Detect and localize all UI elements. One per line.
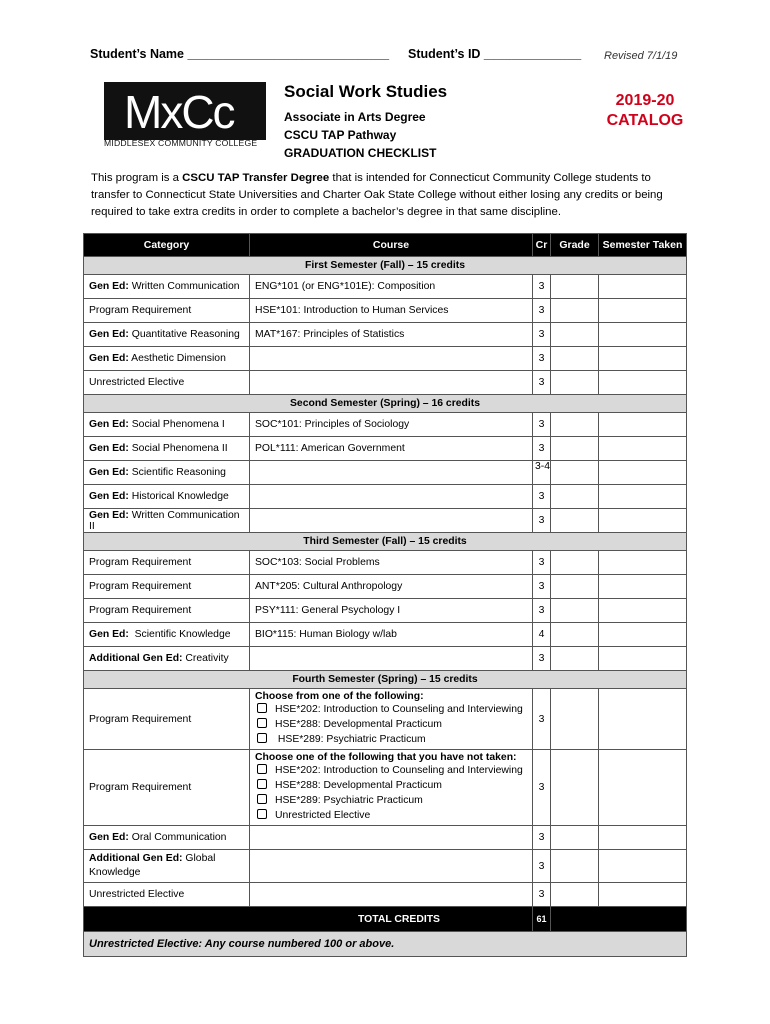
credits-cell: 3 (533, 575, 551, 599)
category-label: Social Phenomena I (128, 419, 225, 430)
program-title: Social Work Studies (284, 82, 448, 101)
category-prefix: Gen Ed: (89, 353, 129, 364)
pathway-title: CSCU TAP Pathway (284, 128, 397, 142)
table-row (84, 461, 687, 485)
grade-cell[interactable] (551, 275, 599, 299)
category-cell (84, 551, 250, 575)
course-cell[interactable]: PSY*111: General Psychology I (250, 599, 533, 623)
credits-cell: 3 (533, 413, 551, 437)
degree-title: Associate in Arts Degree (284, 110, 426, 124)
grade-cell[interactable] (551, 575, 599, 599)
course-cell[interactable]: ENG*101 (or ENG*101E): Composition (250, 275, 533, 299)
catalog-year-text: 2019-20 (615, 92, 675, 109)
course-cell[interactable] (250, 461, 533, 485)
category-label: Written Communication (128, 281, 240, 292)
intro-bold: CSCU TAP Transfer Degree (182, 172, 330, 184)
category-cell (84, 485, 250, 509)
checkbox-icon[interactable] (257, 733, 267, 743)
semester-title: Fourth Semester (Spring) – 15 credits (84, 671, 687, 689)
credits-cell: 3 (533, 826, 551, 850)
category-label: Program Requirement (89, 782, 192, 793)
semester-taken-cell[interactable] (599, 371, 687, 395)
checkbox-icon[interactable] (257, 703, 267, 713)
table-row (84, 323, 687, 347)
course-option[interactable] (255, 808, 527, 823)
category-prefix: Gen Ed: (89, 491, 129, 502)
category-cell (84, 750, 250, 826)
table-row (84, 551, 687, 575)
total-credits-row (84, 907, 687, 932)
category-prefix: Gen Ed: (89, 443, 129, 454)
grade-cell[interactable] (551, 299, 599, 323)
header-category: Category (84, 234, 250, 257)
category-label: Historical Knowledge (128, 491, 229, 502)
credits-cell: 3 (533, 689, 551, 750)
semester-taken-cell[interactable] (599, 850, 687, 883)
course-cell[interactable] (250, 347, 533, 371)
semester-taken-cell[interactable] (599, 299, 687, 323)
table-row (84, 485, 687, 509)
header-grade: Grade (551, 234, 599, 257)
checkbox-icon[interactable] (257, 809, 267, 819)
semester-taken-cell[interactable] (599, 750, 687, 826)
table-row (84, 689, 687, 750)
category-cell (84, 299, 250, 323)
grade-cell[interactable] (551, 689, 599, 750)
total-credits-label: TOTAL CREDITS (84, 907, 533, 932)
table-row (84, 623, 687, 647)
semester-taken-cell[interactable] (599, 575, 687, 599)
category-prefix: Gen Ed: (89, 832, 129, 843)
grade-cell[interactable] (551, 551, 599, 575)
course-choice-cell (250, 689, 533, 750)
semester-header-row (84, 395, 687, 413)
semester-taken-cell[interactable] (599, 689, 687, 750)
course-cell[interactable]: SOC*101: Principles of Sociology (250, 413, 533, 437)
course-cell[interactable]: BIO*115: Human Biology w/lab (250, 623, 533, 647)
category-label: Unrestricted Elective (89, 377, 185, 388)
category-prefix: Additional Gen Ed: (89, 653, 183, 664)
category-label: Social Phenomena II (128, 443, 228, 454)
course-option-label: HSE*289: Psychiatric Practicum (275, 795, 423, 806)
course-cell[interactable]: MAT*167: Principles of Statistics (250, 323, 533, 347)
category-label: Written Communication II (89, 509, 243, 532)
grade-cell[interactable] (551, 623, 599, 647)
semester-taken-cell[interactable] (599, 551, 687, 575)
credits-cell: 3 (533, 275, 551, 299)
category-cell (84, 275, 250, 299)
header-course: Course (250, 234, 533, 257)
table-row (84, 647, 687, 671)
table-row (84, 509, 687, 533)
semester-taken-cell[interactable] (599, 461, 687, 485)
category-label: Quantitative Reasoning (128, 329, 240, 340)
table-row (84, 371, 687, 395)
course-cell[interactable] (250, 883, 533, 907)
category-cell (84, 347, 250, 371)
credits-cell: 3 (533, 883, 551, 907)
table-row (84, 750, 687, 826)
credits-cell: 3 (533, 437, 551, 461)
category-label: Program Requirement (89, 581, 192, 592)
semester-taken-cell[interactable] (599, 437, 687, 461)
grade-cell[interactable] (551, 347, 599, 371)
category-cell (84, 850, 250, 883)
table-header-row (84, 234, 687, 257)
credits-cell: 3-4 (533, 461, 551, 485)
credits-cell: 3 (533, 485, 551, 509)
course-cell[interactable] (250, 826, 533, 850)
student-name-field[interactable]: Student’s Name _____________________________ (90, 47, 390, 61)
grade-cell[interactable] (551, 850, 599, 883)
course-option-label: HSE*288: Developmental Practicum (275, 780, 442, 791)
course-option-label: HSE*289: Psychiatric Practicum (275, 734, 426, 745)
footnote-text: Unrestricted Elective: Any course numbered 100 or above. (84, 932, 687, 957)
semester-taken-cell[interactable] (599, 623, 687, 647)
course-option[interactable] (255, 763, 527, 778)
category-cell (84, 413, 250, 437)
grade-cell[interactable] (551, 461, 599, 485)
semester-taken-cell[interactable] (599, 413, 687, 437)
course-cell[interactable]: POL*111: American Government (250, 437, 533, 461)
category-label: Scientific Knowledge (128, 629, 231, 640)
credits-cell: 3 (533, 371, 551, 395)
table-row (84, 575, 687, 599)
grade-cell[interactable] (551, 509, 599, 533)
category-prefix: Gen Ed: (89, 467, 129, 478)
category-cell (84, 509, 250, 533)
grade-cell[interactable] (551, 437, 599, 461)
course-cell[interactable]: ANT*205: Cultural Anthropology (250, 575, 533, 599)
credits-cell: 3 (533, 551, 551, 575)
footnote-row (84, 932, 687, 957)
student-id-field[interactable]: Student’s ID ______________ (408, 47, 582, 61)
grade-cell[interactable] (551, 750, 599, 826)
table-row (84, 347, 687, 371)
semester-taken-cell[interactable] (599, 323, 687, 347)
credits-cell: 3 (533, 647, 551, 671)
semester-title: First Semester (Fall) – 15 credits (84, 257, 687, 275)
course-cell[interactable] (250, 850, 533, 883)
graduation-checklist-table (83, 233, 687, 957)
table-row (84, 299, 687, 323)
logo-college-name: MIDDLESEX COMMUNITY COLLEGE (104, 138, 258, 148)
checkbox-icon[interactable] (257, 764, 267, 774)
course-cell[interactable] (250, 485, 533, 509)
college-logo (104, 82, 266, 152)
category-label: Program Requirement (89, 713, 192, 725)
category-prefix: Gen Ed: (89, 629, 129, 640)
grade-cell[interactable] (551, 323, 599, 347)
semester-title: Third Semester (Fall) – 15 credits (84, 533, 687, 551)
semester-header-row (84, 533, 687, 551)
course-cell[interactable] (250, 647, 533, 671)
credits-cell: 3 (533, 750, 551, 826)
checkbox-icon[interactable] (257, 794, 267, 804)
checklist-title: GRADUATION CHECKLIST (284, 146, 437, 160)
credits-cell: 3 (533, 509, 551, 533)
total-credits-blank (551, 907, 687, 932)
semester-title: Second Semester (Spring) – 16 credits (84, 395, 687, 413)
table-row (84, 599, 687, 623)
table-row (84, 413, 687, 437)
category-label: Program Requirement (89, 557, 192, 568)
revised-date: Revised 7/1/19 (604, 50, 678, 62)
category-label: Global Knowledge (89, 853, 219, 878)
header-semester-taken: Semester Taken (599, 234, 687, 257)
category-cell (84, 437, 250, 461)
category-prefix: Gen Ed: (89, 419, 129, 430)
semester-taken-cell[interactable] (599, 599, 687, 623)
catalog-label: CATALOG (606, 112, 684, 129)
semester-taken-cell[interactable] (599, 826, 687, 850)
course-cell[interactable]: HSE*101: Introduction to Human Services (250, 299, 533, 323)
credits-cell: 3 (533, 347, 551, 371)
category-label: Scientific Reasoning (128, 467, 226, 478)
table-row (84, 850, 687, 883)
semester-taken-cell[interactable] (599, 275, 687, 299)
course-option-label: Unrestricted Elective (275, 810, 371, 821)
checkbox-icon[interactable] (257, 779, 267, 789)
course-choice-cell (250, 750, 533, 826)
grade-cell[interactable] (551, 413, 599, 437)
course-cell[interactable] (250, 509, 533, 533)
course-option[interactable] (255, 702, 527, 717)
category-prefix: Additional Gen Ed: (89, 853, 183, 864)
category-cell (84, 575, 250, 599)
semester-header-row (84, 257, 687, 275)
course-option[interactable] (255, 732, 527, 747)
credits-cell: 3 (533, 323, 551, 347)
category-cell (84, 461, 250, 485)
grade-cell[interactable] (551, 371, 599, 395)
intro-after: that is intended for Connecticut Community College students to transfer to Connecticut State Universities and Charter Oak State College without either losing any credits or being required to take extra credits in order to complete a bachelor’s degree in that same discipline. (91, 172, 663, 218)
title-block (284, 82, 447, 162)
header-credits: Cr (533, 234, 551, 257)
category-label: Program Requirement (89, 305, 192, 316)
category-label: Unrestricted Elective (89, 889, 185, 900)
course-option-label: HSE*202: Introduction to Counseling and Interviewing (275, 704, 523, 715)
semester-taken-cell[interactable] (599, 347, 687, 371)
grade-cell[interactable] (551, 599, 599, 623)
grade-cell[interactable] (551, 883, 599, 907)
credits-cell: 3 (533, 850, 551, 883)
choice-instructions: Choose one of the following that you have not taken: (255, 752, 517, 763)
course-cell[interactable] (250, 371, 533, 395)
category-cell (84, 623, 250, 647)
credits-cell: 4 (533, 623, 551, 647)
category-prefix: Gen Ed: (89, 281, 129, 292)
category-prefix: Gen Ed: (89, 509, 129, 521)
category-prefix: Gen Ed: (89, 329, 129, 340)
total-credits-value: 61 (533, 907, 551, 932)
course-option[interactable] (255, 778, 527, 793)
table-row (84, 275, 687, 299)
course-option[interactable] (255, 717, 527, 732)
semester-header-row (84, 671, 687, 689)
logo-mark-background (104, 82, 266, 140)
table-row (84, 826, 687, 850)
course-option[interactable] (255, 793, 527, 808)
choice-instructions: Choose from one of the following: (255, 691, 424, 702)
grade-cell[interactable] (551, 647, 599, 671)
category-label: Aesthetic Dimension (128, 353, 226, 364)
credits-cell: 3 (533, 599, 551, 623)
category-cell (84, 826, 250, 850)
intro-before: This program is a (91, 172, 183, 184)
category-label: Oral Communication (128, 832, 227, 843)
category-cell (84, 647, 250, 671)
catalog-year (600, 91, 690, 131)
course-cell[interactable]: SOC*103: Social Problems (250, 551, 533, 575)
semester-taken-cell[interactable] (599, 883, 687, 907)
grade-cell[interactable] (551, 826, 599, 850)
intro-paragraph (91, 170, 691, 221)
credits-cell: 3 (533, 299, 551, 323)
course-option-label: HSE*288: Developmental Practicum (275, 719, 442, 730)
table-row (84, 437, 687, 461)
table-row (84, 883, 687, 907)
semester-taken-cell[interactable] (599, 485, 687, 509)
course-option-label: HSE*202: Introduction to Counseling and Interviewing (275, 765, 523, 776)
logo-mark: MxCc (124, 86, 234, 138)
checkbox-icon[interactable] (257, 718, 267, 728)
category-cell (84, 599, 250, 623)
category-cell (84, 883, 250, 907)
semester-taken-cell[interactable] (599, 647, 687, 671)
category-cell (84, 323, 250, 347)
grade-cell[interactable] (551, 485, 599, 509)
category-cell (84, 689, 250, 750)
semester-taken-cell[interactable] (599, 509, 687, 533)
category-cell (84, 371, 250, 395)
category-label: Creativity (182, 653, 229, 664)
category-label: Program Requirement (89, 605, 192, 616)
